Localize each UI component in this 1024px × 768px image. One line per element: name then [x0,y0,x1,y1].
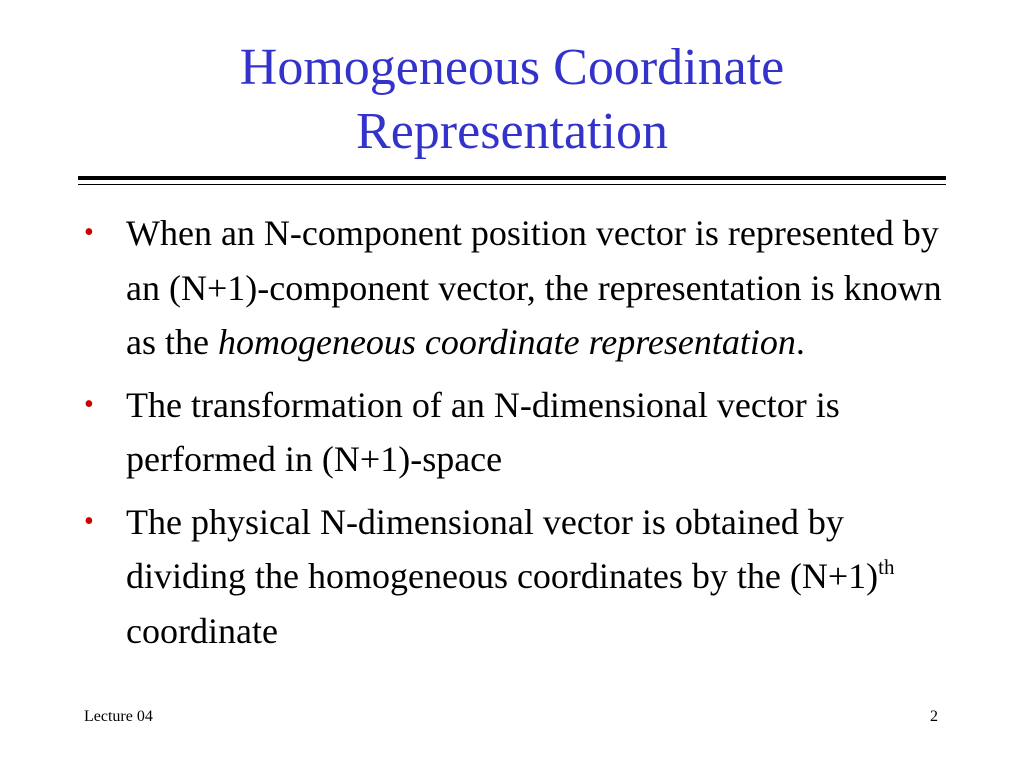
bullet-text: The physical N-dimensional vector is obtained by dividing the homogeneous coordinates by the (N+1) [126,501,879,596]
title-rule-thin [78,184,946,185]
bullet-emphasis: homogeneous coordinate representation [217,322,796,362]
bullet-text: When an N-component position vector is represented by an (N+1)-component vector, the representation is known as the [126,213,942,362]
bullet-item-2 [84,378,964,487]
page-number: 2 [930,708,938,725]
bullet-item-1 [84,206,964,370]
superscript-th: th [878,555,895,579]
footer-lecture-label: Lecture 04 [84,708,153,725]
bullet-icon: • [84,217,94,248]
bullet-text-end: . [795,322,805,362]
title-rule-thick [78,176,946,180]
bullet-text-end: coordinate [126,610,278,651]
bullet-list [84,206,964,666]
bullet-icon: • [84,388,94,420]
slide-title [0,36,1024,164]
title-line-1: Homogeneous Coordinate [239,39,785,96]
title-line-2: Representation [356,103,668,160]
bullet-text: The transformation of an N-dimensional vector is performed in (N+1)-space [126,384,840,479]
bullet-item-3 [84,495,964,659]
bullet-icon: • [84,505,94,537]
